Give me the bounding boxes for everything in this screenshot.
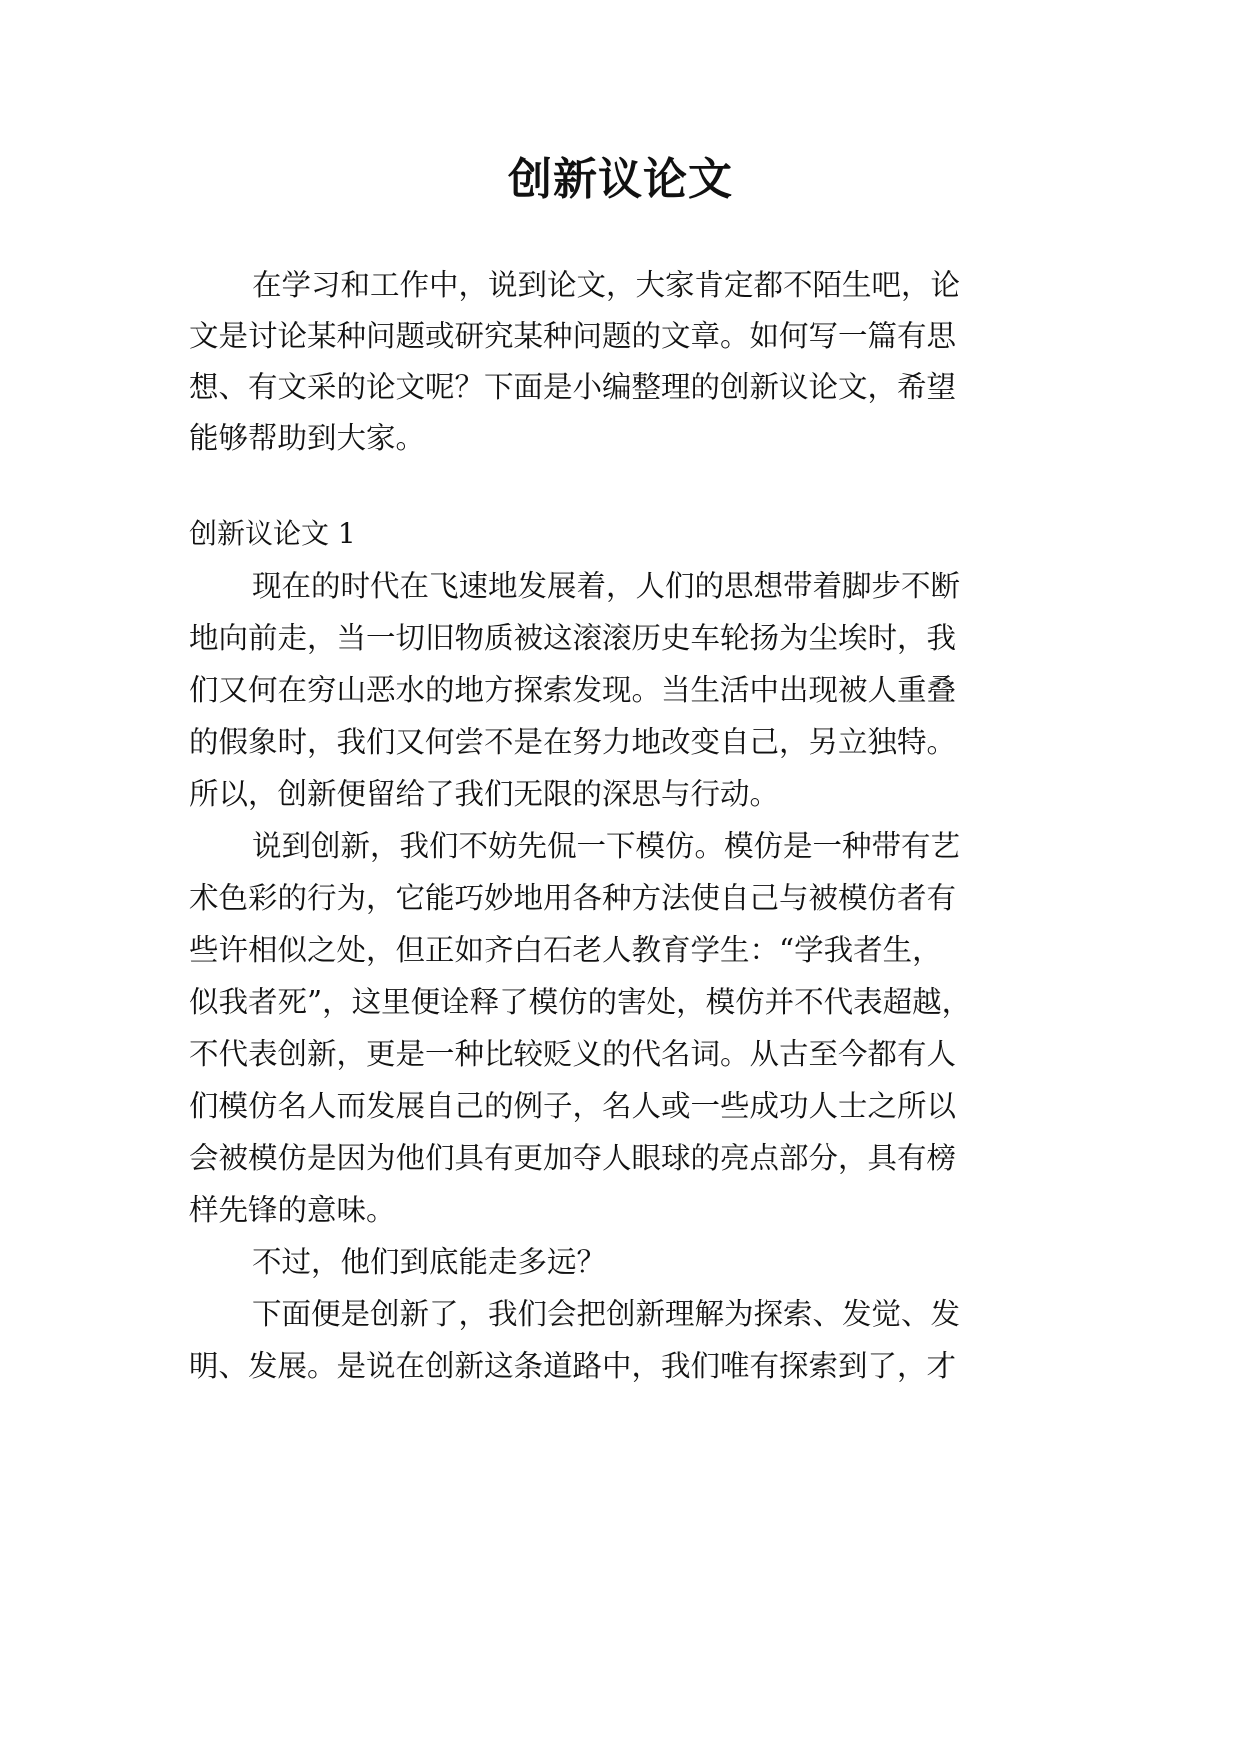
section-heading: 创新议论文 1: [189, 517, 356, 550]
page-title: 创新议论文: [508, 154, 733, 205]
body-line-7: 术色彩的行为，它能巧妙地用各种方法使自己与被模仿者有: [189, 881, 957, 915]
intro-line-1: 在学习和工作中，说到论文，大家肯定都不陌生吧，论: [252, 268, 961, 302]
body-line-13: 样先锋的意味。: [189, 1193, 396, 1227]
body-line-6: 说到创新，我们不妨先侃一下模仿。模仿是一种带有艺: [252, 829, 961, 863]
body-line-3: 们又何在穷山恶水的地方探索发现。当生活中出现被人重叠: [189, 673, 957, 707]
body-line-10: 不代表创新，更是一种比较贬义的代名词。从古至今都有人: [189, 1037, 957, 1071]
body-line-5: 所以，创新便留给了我们无限的深思与行动。: [189, 777, 780, 811]
body-line-16: 明、发展。是说在创新这条道路中，我们唯有探索到了，才: [189, 1349, 957, 1383]
body-line-9: 似我者死”，这里便诠释了模仿的害处，模仿并不代表超越，: [189, 985, 972, 1019]
intro-line-4: 能够帮助到大家。: [189, 421, 426, 455]
body-line-1: 现在的时代在飞速地发展着，人们的思想带着脚步不断: [252, 569, 961, 603]
body-line-14: 不过，他们到底能走多远？: [252, 1245, 607, 1279]
body-line-8: 些许相似之处，但正如齐白石老人教育学生：“学我者生，: [189, 933, 942, 967]
body-line-11: 们模仿名人而发展自己的例子，名人或一些成功人士之所以: [189, 1089, 957, 1123]
body-line-12: 会被模仿是因为他们具有更加夺人眼球的亮点部分，具有榜: [189, 1141, 957, 1175]
intro-line-2: 文是讨论某种问题或研究某种问题的文章。如何写一篇有思: [189, 319, 957, 353]
body-line-4: 的假象时，我们又何尝不是在努力地改变自己，另立独特。: [189, 725, 957, 759]
intro-line-3: 想、有文采的论文呢？下面是小编整理的创新议论文，希望: [189, 370, 957, 404]
body-line-15: 下面便是创新了，我们会把创新理解为探索、发觉、发: [252, 1297, 961, 1331]
body-line-2: 地向前走，当一切旧物质被这滚滚历史车轮扬为尘埃时，我: [189, 621, 957, 655]
